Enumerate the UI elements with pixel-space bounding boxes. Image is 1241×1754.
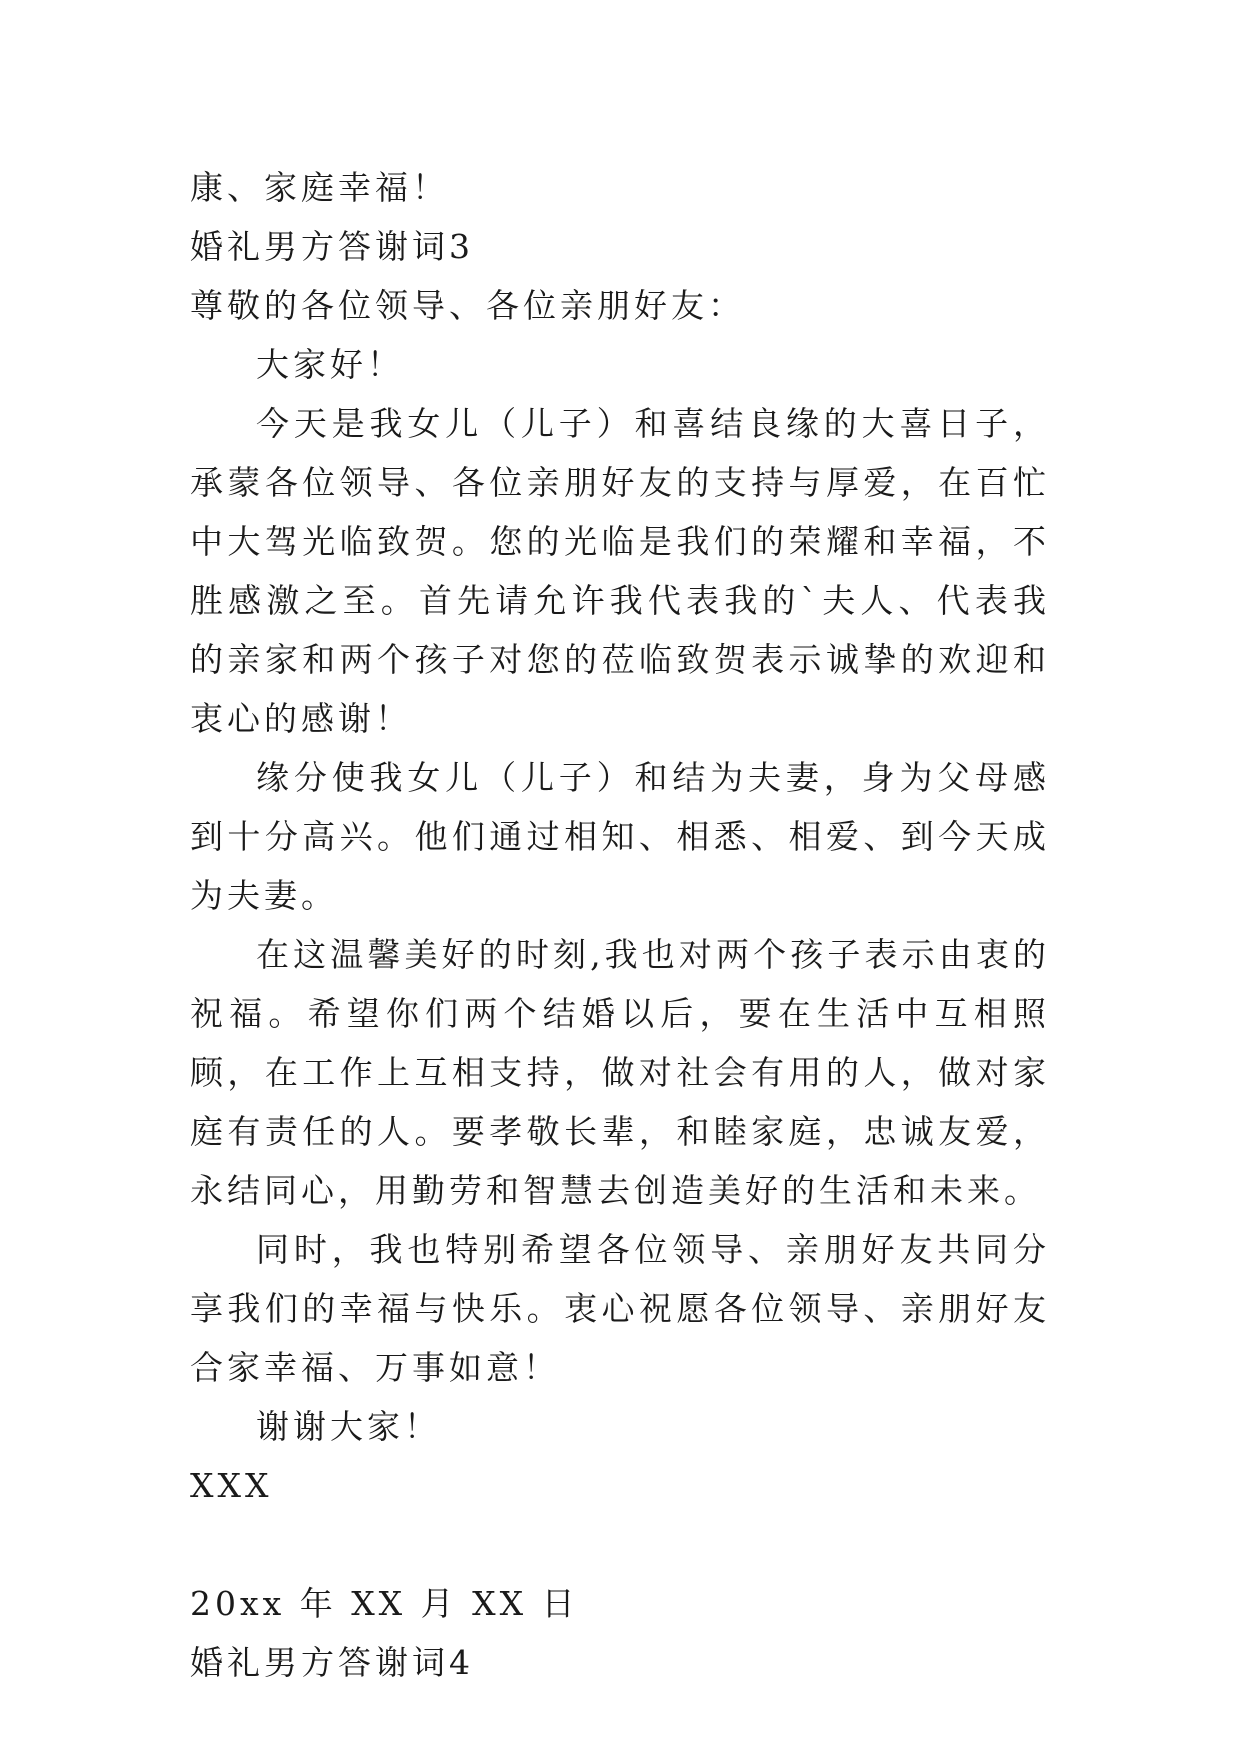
- signature: XXX: [190, 1466, 273, 1505]
- paragraph-blessing: 在这温馨美好的时刻,我也对两个孩子表示由衷的祝福。希望你们两个结婚以后，要在生活中互相照顾，在工作上互相支持，做对社会有用的人，做对家庭有责任的人。要孝敬长辈，和睦家庭，忠诚友爱，永结同心，用勤劳和智慧去创造美好的生活和未来。: [190, 935, 1050, 1210]
- section-heading-3: 婚礼男方答谢词3: [190, 227, 474, 266]
- document-body: [190, 158, 1050, 1692]
- paragraph-welcome: 今天是我女儿（儿子）和喜结良缘的大喜日子，承蒙各位领导、各位亲朋好友的支持与厚爱，在百忙中大驾光临致贺。您的光临是我们的荣耀和幸福，不胜感激之至。首先请允许我代表我的`夫人、代表我的亲家和两个孩子对您的莅临致贺表示诚挚的欢迎和衷心的感谢！: [190, 404, 1050, 738]
- blank-line: [190, 1515, 1050, 1574]
- salutation: 尊敬的各位领导、各位亲朋好友：: [190, 286, 745, 325]
- paragraph-closing: 同时，我也特别希望各位领导、亲朋好友共同分享我们的幸福与快乐。衷心祝愿各位领导、亲朋好友合家幸福、万事如意！: [190, 1230, 1050, 1387]
- paragraph-marriage: 缘分使我女儿（儿子）和结为夫妻，身为父母感到十分高兴。他们通过相知、相悉、相爱、到今天成为夫妻。: [190, 758, 1050, 915]
- previous-section-ending: 康、家庭幸福！: [190, 168, 449, 207]
- date-line: 20xx 年 XX 月 XX 日: [190, 1584, 579, 1623]
- thanks-line: 谢谢大家！: [256, 1407, 441, 1446]
- section-heading-4: 婚礼男方答谢词4: [190, 1643, 474, 1682]
- greeting: 大家好！: [256, 345, 404, 384]
